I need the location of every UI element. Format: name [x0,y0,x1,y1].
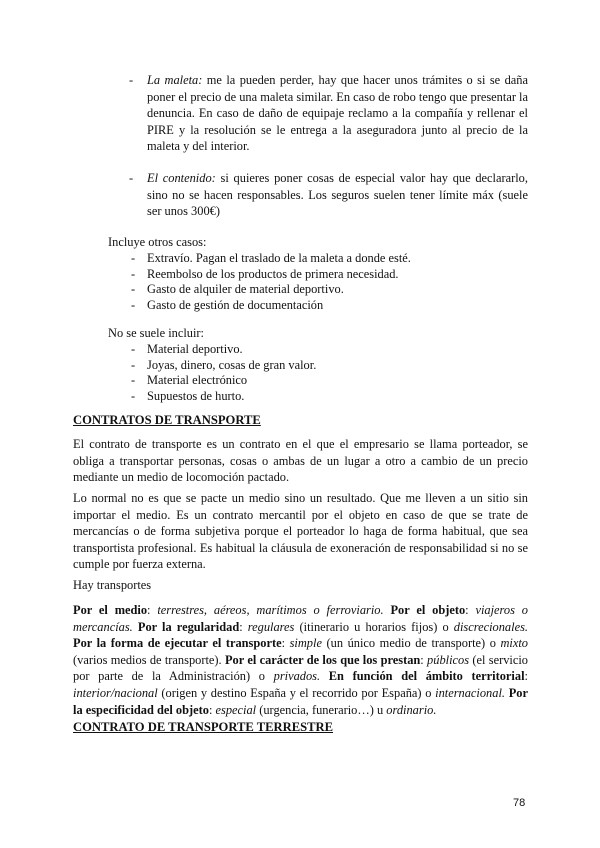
paragraph-resultado: Lo normal no es que se pacte un medio sino un resultado. Que me lleven a un sitio sin importar el medio. Es un contrato mercantil por el objeto en caso de que se trate de mercancías o de forma subjetiva porque el porteador lo haga de forma habitual, que sea transportista profesional. Es habitual la cláusula de exoneración de responsabilidad si no se cumple por fuerza externa. [73,491,528,572]
paragraph-hay-transportes: Hay transportes [73,578,152,592]
list-item: - Extravío. Pagan el traslado de la maleta a donde esté. [131,250,411,265]
list-item-contenido [131,170,528,220]
paragraph-clasificacion: Por el medio: terrestres, aéreos, marítimos o ferroviario. Por el objeto: viajeros o mercancías. Por la regularidad: regulares (itinerario u horarios fijos) o discrecionales. Por la forma de ejecutar el transporte: simple (un único medio de transporte) o mixto (varios medios de transporte). Por el carácter de los que los prestan: públicos (el servicio por parte de la Administración) o privados. En función del ámbito territorial: interior/nacional (origen y destino España y el recorrido por España) o internacional. Por la especificidad del objeto: especial (urgencia, funerario…) u ordinario. [73,603,528,717]
page-number: 78 [513,797,526,809]
list-item: - Material electrónico [131,373,248,388]
item-text: me la pueden perder, hay que hacer unos trámites o si se daña poner el precio de una maleta similar. En caso de robo tengo que presentar la denuncia. En caso de daño de equipaje reclamo a la compañía y rellenar el PIRE y la resolución se le entrega a la aseguradora junto al precio de la maleta y del interior. [147,73,528,154]
list-intro: Incluye otros casos: [108,235,207,249]
item-text: si quieres poner cosas de especial valor hay que declararlo, sino no se hacen responsables. Los seguros suelen tener límite máx (suele ser unos 300€) [147,171,528,219]
section-heading-contratos: CONTRATOS DE TRANSPORTE [73,413,261,427]
item-label: El contenido: [147,171,216,185]
dash-bullet: - [129,171,134,185]
list-item: - Joyas, dinero, cosas de gran valor. [131,357,317,372]
no-incluye-list [108,326,528,405]
item-label: La maleta: [147,73,203,87]
paragraph-definicion: El contrato de transporte es un contrato en el que el empresario se llama porteador, se obliga a transportar personas, cosas o ambas de un lugar a otro a cambio de un precio mediante un medio de locomoción pactado. [73,437,528,485]
list-item: - Gasto de gestión de documentación [131,298,324,313]
section-heading-terrestre: CONTRATO DE TRANSPORTE TERRESTRE [73,720,334,734]
list-item: - Gasto de alquiler de material deportivo. [131,282,344,297]
list-item-maleta [131,72,528,155]
dash-bullet: - [129,73,134,87]
list-item: - Material deportivo. [131,341,243,356]
list-item: - Reembolso de los productos de primera necesidad. [131,266,399,281]
list-intro: No se suele incluir: [108,326,205,340]
list-item: - Supuestos de hurto. [131,389,245,404]
incluye-list [108,235,528,314]
